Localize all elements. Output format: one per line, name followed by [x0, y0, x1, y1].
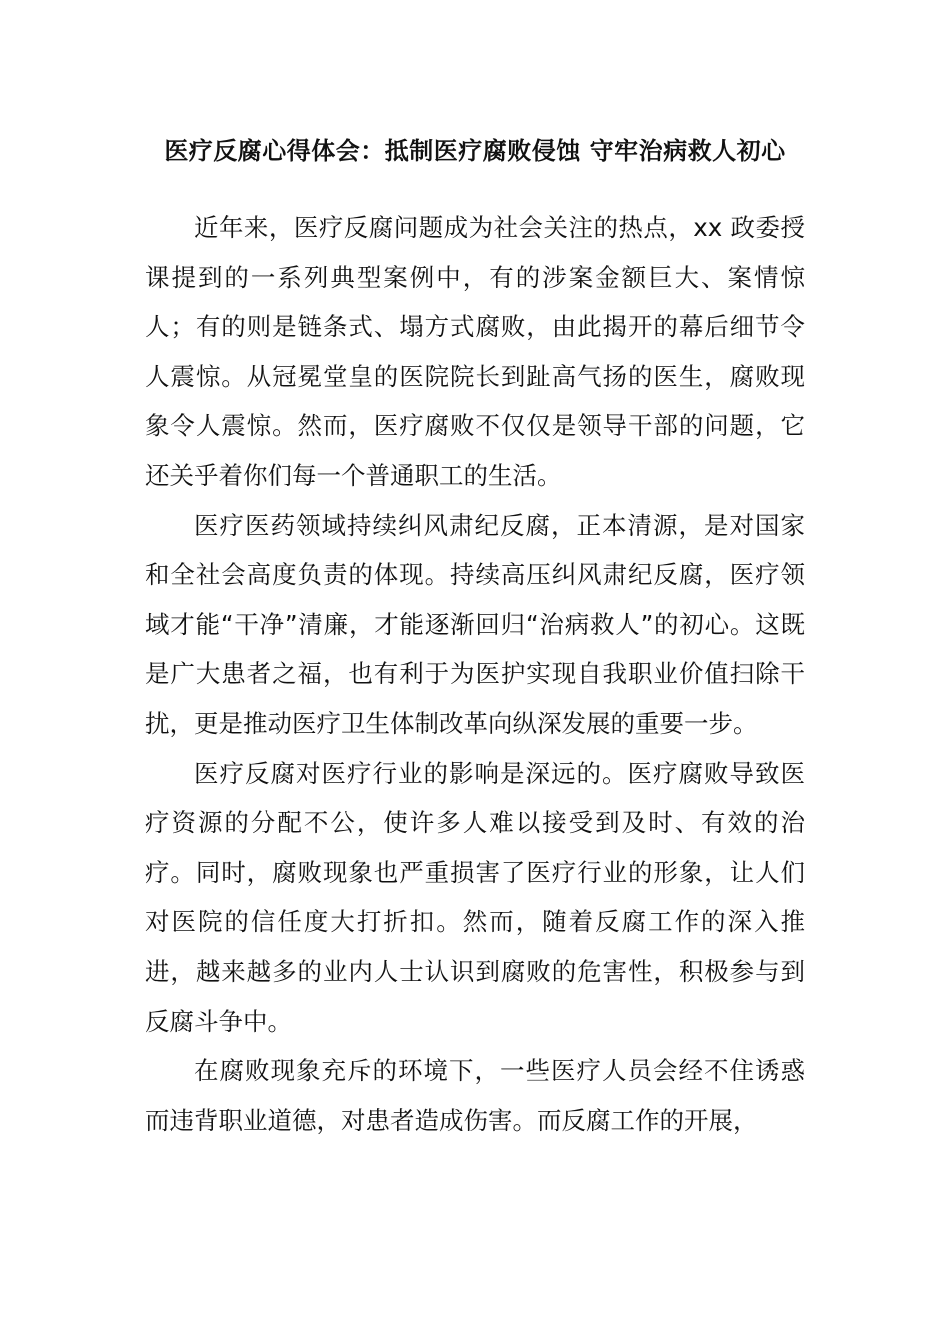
paragraph-3: 医疗反腐对医疗行业的影响是深远的。医疗腐败导致医疗资源的分配不公，使许多人难以接受到及时、有效的治疗。同时，腐败现象也严重损害了医疗行业的形象，让人们对医院的信任度大打折扣。然而，随着反腐工作的深入推进，越来越多的业内人士认识到腐败的危害性，积极参与到反腐斗争中。 — [145, 758, 805, 1036]
document-title: 医疗反腐心得体会：抵制医疗腐败侵蚀 守牢治病救人初心 — [164, 137, 786, 165]
document-body — [145, 203, 805, 1145]
paragraph-2: 医疗医药领域持续纠风肃纪反腐，正本清源，是对国家和全社会高度负责的体现。持续高压纠风肃纪反腐，医疗领域才能“干净”清廉，才能逐渐回归“治病救人”的初心。这既是广大患者之福，也有利于为医护实现自我职业价值扫除干扰，更是推动医疗卫生体制改革向纵深发展的重要一步。 — [145, 510, 805, 738]
paragraph-1: 近年来，医疗反腐问题成为社会关注的热点，xx 政委授课提到的一系列典型案例中，有的涉案金额巨大、案情惊人；有的则是链条式、塌方式腐败，由此揭开的幕后细节令人震惊。从冠冕堂皇的医院院长到趾高气扬的医生，腐败现象令人震惊。然而，医疗腐败不仅仅是领导干部的问题，它还关乎着你们每一个普通职工的生活。 — [145, 213, 805, 490]
paragraph-4: 在腐败现象充斥的环境下，一些医疗人员会经不住诱惑而违背职业道德，对患者造成伤害。而反腐工作的开展， — [145, 1056, 805, 1135]
